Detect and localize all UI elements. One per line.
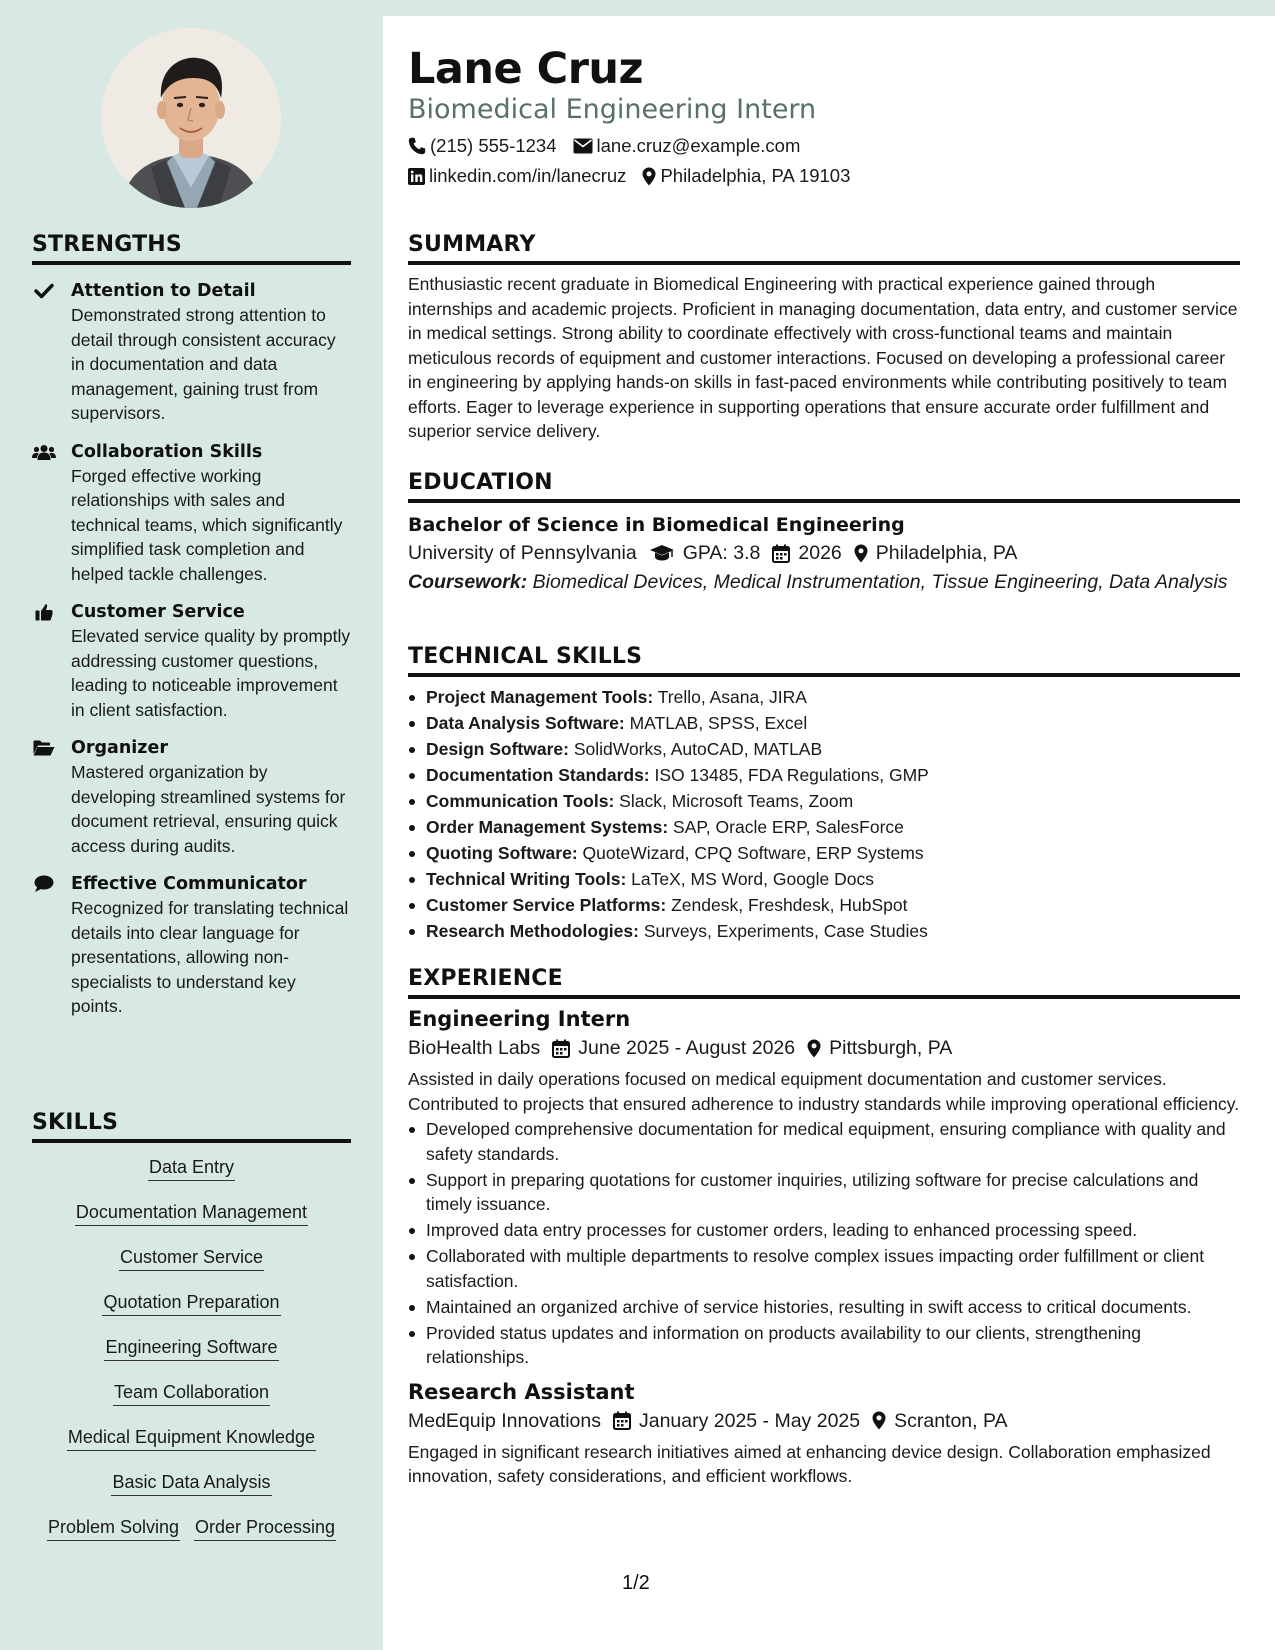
- skill-tag: Quotation Preparation: [102, 1290, 280, 1316]
- map-pin-icon: [872, 1411, 886, 1430]
- strength-item: [32, 600, 351, 722]
- linkedin-icon: [408, 168, 425, 185]
- email-text: lane.cruz@example.com: [596, 135, 801, 156]
- coursework: [408, 570, 1240, 595]
- strength-item: [32, 279, 351, 426]
- skill-tag: Engineering Software: [104, 1335, 278, 1361]
- list-item: [408, 893, 1240, 918]
- job-dates: January 2025 - May 2025: [638, 1409, 861, 1432]
- list-item: [408, 789, 1240, 814]
- skill-tag: Data Entry: [148, 1155, 235, 1181]
- graduation-year: 2026: [798, 542, 842, 564]
- check-icon: [32, 281, 56, 301]
- technical-skills-title: TECHNICAL SKILLS: [408, 644, 1240, 677]
- skill-tag: Order Processing: [194, 1515, 336, 1541]
- linkedin-contact[interactable]: [408, 165, 626, 187]
- phone-icon: [408, 137, 426, 155]
- strength-desc: Recognized for translating technical details into clear language for presentations, allowing non-specialists to understand key points.: [71, 898, 349, 1016]
- calendar-icon: [772, 544, 790, 563]
- strength-item: [32, 736, 351, 858]
- calendar-icon: [552, 1039, 570, 1058]
- strength-title: Attention to Detail: [71, 281, 256, 301]
- list-item: [408, 711, 1240, 736]
- strength-title: Effective Communicator: [71, 874, 307, 894]
- strengths-title: STRENGTHS: [32, 232, 351, 265]
- education-title: EDUCATION: [408, 470, 1240, 503]
- tech-skill-label: Documentation Standards:: [426, 765, 650, 785]
- location-text: Philadelphia, PA 19103: [660, 165, 851, 186]
- page-indicator: 1/2: [622, 1572, 650, 1594]
- coursework-label: Coursework:: [408, 571, 528, 593]
- sidebar: [0, 0, 383, 1650]
- job-bullets: [408, 1117, 1240, 1370]
- degree-title: Bachelor of Science in Biomedical Engineering: [408, 514, 905, 536]
- company-name: BioHealth Labs: [408, 1037, 541, 1059]
- job-title: Engineering Intern: [408, 1007, 631, 1031]
- phone-contact[interactable]: [408, 135, 557, 157]
- tech-skill-value: LaTeX, MS Word, Google Docs: [631, 869, 875, 889]
- tech-skill-label: Design Software:: [426, 739, 569, 759]
- list-item: Collaborated with multiple departments to resolve complex issues impacting order fulfillment or client satisfaction.: [408, 1244, 1240, 1293]
- tech-skill-label: Customer Service Platforms:: [426, 895, 667, 915]
- candidate-role: Biomedical Engineering Intern: [408, 94, 817, 125]
- list-item: [408, 841, 1240, 866]
- strength-desc: Mastered organization by developing streamlined systems for document retrieval, ensuring quick access during audits.: [71, 762, 346, 856]
- contact-row-1: [408, 135, 816, 157]
- technical-skills-section: [408, 644, 1240, 945]
- education-location: Philadelphia, PA: [875, 542, 1018, 564]
- users-icon: [32, 442, 56, 462]
- strengths-section: [32, 232, 351, 1019]
- strength-title: Customer Service: [71, 602, 245, 622]
- job-meta: [408, 1406, 1240, 1436]
- skill-tag: Medical Equipment Knowledge: [67, 1425, 316, 1451]
- tech-skill-label: Communication Tools:: [426, 791, 615, 811]
- list-item: Support in preparing quotations for customer inquiries, utilizing software for precise calculations and timely issuance.: [408, 1168, 1240, 1217]
- map-pin-icon: [642, 167, 656, 186]
- job-meta: [408, 1033, 1240, 1063]
- tech-skill-label: Research Methodologies:: [426, 921, 639, 941]
- tech-skill-value: Zendesk, Freshdesk, HubSpot: [671, 895, 908, 915]
- email-contact[interactable]: [573, 135, 801, 157]
- list-item: Improved data entry processes for customer orders, leading to enhanced processing speed.: [408, 1218, 1240, 1243]
- summary-section: [408, 232, 1240, 444]
- technical-skills-list: [408, 685, 1240, 944]
- job-entry: [408, 1005, 1240, 1370]
- skill-tag: Basic Data Analysis: [111, 1470, 271, 1496]
- list-item: Provided status updates and information on products availability to our clients, strengthening relationships.: [408, 1321, 1240, 1370]
- job-title: Research Assistant: [408, 1379, 635, 1404]
- map-pin-icon: [807, 1039, 821, 1058]
- list-item: Maintained an organized archive of service histories, resulting in swift access to critical documents.: [408, 1295, 1240, 1320]
- summary-title: SUMMARY: [408, 232, 1240, 265]
- tech-skill-value: MATLAB, SPSS, Excel: [629, 713, 808, 733]
- experience-title: EXPERIENCE: [408, 966, 1240, 999]
- map-pin-icon: [854, 544, 868, 563]
- company-name: MedEquip Innovations: [408, 1409, 601, 1432]
- list-item: [408, 685, 1240, 710]
- calendar-icon: [613, 1411, 631, 1430]
- gpa-text: GPA: 3.8: [682, 542, 761, 564]
- strength-item: [32, 440, 351, 587]
- linkedin-text: linkedin.com/in/lanecruz: [429, 165, 627, 186]
- tech-skill-label: Quoting Software:: [426, 843, 578, 863]
- strength-desc: Elevated service quality by promptly addressing customer questions, leading to noticeable improvement in client satisfaction.: [71, 626, 351, 720]
- tech-skill-value: Slack, Microsoft Teams, Zoom: [619, 791, 854, 811]
- job-location: Scranton, PA: [894, 1409, 1008, 1432]
- strength-title: Organizer: [71, 738, 168, 758]
- tech-skill-value: SolidWorks, AutoCAD, MATLAB: [573, 739, 823, 759]
- profile-photo: [101, 28, 281, 208]
- list-item: [408, 919, 1240, 944]
- phone-text: (215) 555-1234: [430, 135, 557, 156]
- location-contact: [642, 165, 850, 187]
- job-summary: Engaged in significant research initiatives aimed at enhancing device design. Collaboration emphasized innovation, safety considerations, and efficient workflows.: [408, 1441, 1211, 1486]
- tech-skill-value: SAP, Oracle ERP, SalesForce: [673, 817, 904, 837]
- list-item: Developed comprehensive documentation for medical equipment, ensuring compliance with quality and safety standards.: [408, 1117, 1240, 1166]
- tech-skill-label: Project Management Tools:: [426, 687, 654, 707]
- graduation-cap-icon: [649, 544, 675, 562]
- tech-skill-value: Trello, Asana, JIRA: [657, 687, 807, 707]
- envelope-icon: [573, 138, 593, 154]
- job-location: Pittsburgh, PA: [829, 1037, 953, 1059]
- list-item: [408, 763, 1240, 788]
- speech-bubble-icon: [32, 874, 56, 894]
- contact-row-2: [408, 165, 866, 187]
- strength-desc: Demonstrated strong attention to detail through consistent accuracy in documentation and data management, gaining trust from supervisors.: [71, 305, 336, 423]
- list-item: [408, 737, 1240, 762]
- job-dates: June 2025 - August 2026: [578, 1037, 796, 1059]
- skill-tag: Customer Service: [119, 1245, 264, 1271]
- education-section: [408, 470, 1240, 595]
- candidate-name: Lane Cruz: [408, 44, 644, 94]
- tech-skill-label: Data Analysis Software:: [426, 713, 625, 733]
- folder-open-icon: [32, 738, 56, 758]
- tech-skill-label: Order Management Systems:: [426, 817, 669, 837]
- job-summary: Assisted in daily operations focused on medical equipment documentation and customer services. Contributed to projects that ensured adherence to industry standards while improving operational efficiency.: [408, 1069, 1240, 1114]
- skill-tag: Team Collaboration: [113, 1380, 270, 1406]
- tech-skill-value: Surveys, Experiments, Case Studies: [643, 921, 928, 941]
- skills-title: SKILLS: [32, 1110, 351, 1143]
- list-item: [408, 867, 1240, 892]
- coursework-text: Biomedical Devices, Medical Instrumentation, Tissue Engineering, Data Analysis: [532, 571, 1228, 593]
- list-item: [408, 815, 1240, 840]
- skills-section: [32, 1110, 351, 1560]
- skills-list: [32, 1155, 351, 1541]
- skill-tag: Documentation Management: [75, 1200, 308, 1226]
- school-name: University of Pennsylvania: [408, 542, 637, 564]
- summary-text: Enthusiastic recent graduate in Biomedical Engineering with practical experience gained through internships and academic projects. Proficient in managing documentation, data entry, and customer service in medical settings. Strong ability to coordinate effectively with cross-functional teams and maintain meticulous records of equipment and customer interactions. Focused on developing a professional career in engineering by applying hands-on skills in fast-paced environments while contributing positively to team efforts. Eager to leverage experience in supporting operations that ensure accurate order fulfillment and superior service delivery.: [408, 274, 1238, 441]
- strength-item: [32, 872, 351, 1019]
- strength-title: Collaboration Skills: [71, 441, 263, 462]
- thumbs-up-icon: [32, 602, 56, 622]
- strength-desc: Forged effective working relationships with sales and technical teams, which significantly simplified task completion and helped tackle challenges.: [71, 465, 343, 584]
- tech-skill-value: QuoteWizard, CPQ Software, ERP Systems: [582, 843, 924, 863]
- experience-section: [408, 966, 1240, 1489]
- tech-skill-value: ISO 13485, FDA Regulations, GMP: [654, 765, 929, 785]
- skill-tag: Problem Solving: [47, 1515, 180, 1541]
- tech-skill-label: Technical Writing Tools:: [426, 869, 627, 889]
- education-meta: [408, 538, 1240, 568]
- job-entry: [408, 1378, 1240, 1489]
